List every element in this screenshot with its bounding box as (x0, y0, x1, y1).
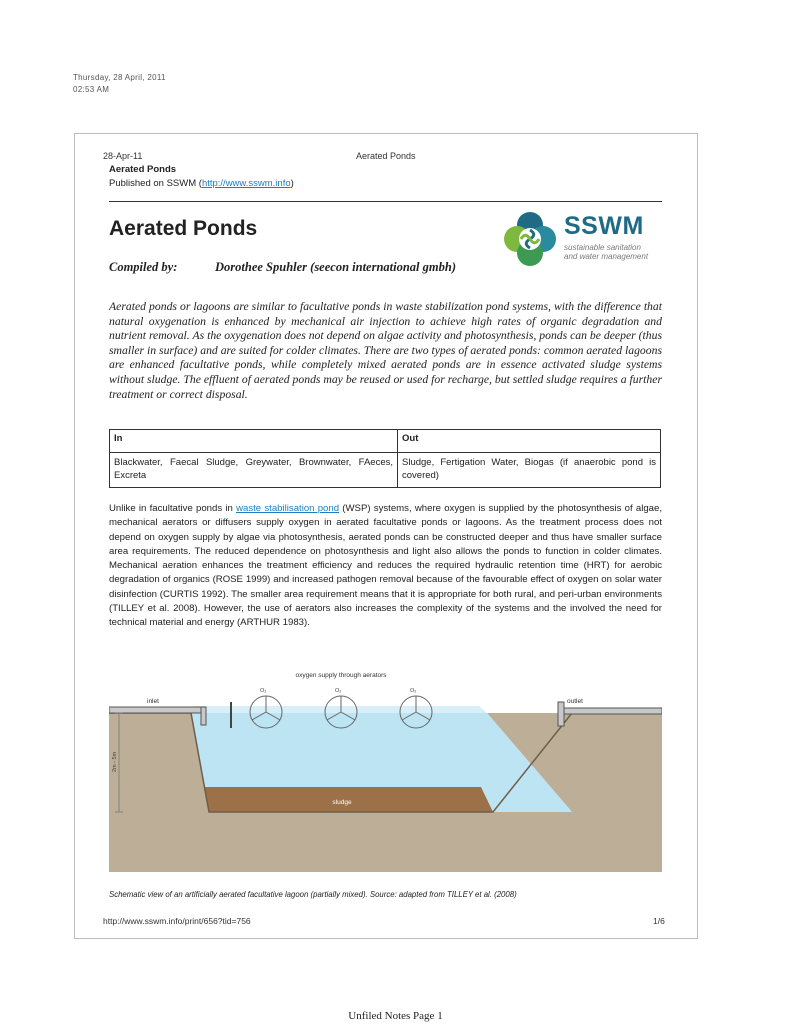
compiled-by-value: Dorothee Spuhler (seecon international gmbh) (215, 260, 456, 274)
print-footer-url: http://www.sswm.info/print/656?tid=756 (103, 916, 251, 926)
header-divider (109, 201, 662, 202)
body-text-start: Unlike in facultative ponds in (109, 503, 237, 514)
logo-tagline-2: and water management (564, 252, 649, 261)
sswm-logo (500, 208, 670, 270)
abstract-paragraph: Aerated ponds or lagoons are similar to facultative ponds in waste stabilization pond systems, with the difference that natural oxygenation is enhanced by mechanical air injection to achieve high rates of organic degradation and nutrient removal. As the oxygenation does not depend on algae activity and photosynthesis, ponds can be deeper (thus smaller in surface) and are suited for colder climates. There are two types of aerated ponds: common aerated lagoons are enhanced facultative ponds, while completely mixed aerated ponds are in essence activated sludge systems without sludge. The effluent of aerated ponds may be reused or used for recharge, but settled sludge requires a further treatment or correct disposal. (109, 300, 662, 401)
note-time: 02:53 AM (73, 85, 110, 94)
out-value: Sludge, Fertigation Water, Biogas (if anaerobic pond is covered) (398, 453, 661, 488)
printed-page (74, 133, 698, 939)
waste-stabilisation-pond-link[interactable]: waste stabilisation pond (236, 503, 340, 514)
in-header: In (110, 430, 398, 453)
inlet-label: inlet (147, 698, 159, 705)
body-paragraph (109, 502, 662, 631)
in-value: Blackwater, Faecal Sludge, Greywater, Brownwater, FAeces, Excreta (110, 453, 398, 488)
logo-name: SSWM (564, 212, 644, 240)
print-footer-page: 1/6 (653, 916, 665, 926)
page-title: Aerated Ponds (109, 217, 258, 240)
outlet-pipe (564, 708, 662, 714)
lagoon-diagram (109, 662, 662, 872)
inlet-elbow (201, 707, 206, 725)
o2-label-3: O₂ (410, 688, 417, 694)
compiled-by-label: Compiled by: (109, 260, 178, 274)
note-date: Thursday, 28 April, 2011 (73, 73, 166, 82)
o2-label-2: O₂ (335, 688, 342, 694)
sswm-link[interactable]: http://www.sswm.info (201, 178, 291, 189)
publication-prefix: Published on SSWM ( (109, 178, 202, 189)
water-surface (191, 706, 487, 713)
io-table (109, 429, 661, 488)
depth-label: 2m - 5m (112, 751, 118, 772)
sswm-logo-mark-icon (500, 208, 560, 270)
out-header: Out (398, 430, 661, 453)
publication-title: Aerated Ponds (109, 164, 177, 175)
print-header-title: Aerated Ponds (356, 151, 416, 161)
publication-line (109, 178, 294, 189)
onenote-footer: Unfiled Notes Page 1 (348, 1010, 443, 1022)
aerators-label: oxygen supply through aerators (295, 672, 387, 679)
outlet-weir (558, 702, 564, 726)
inlet-pipe (109, 707, 205, 713)
figure-caption: Schematic view of an artificially aerated facultative lagoon (partially mixed). Source: adapted from TILLEY et al. (2008) (109, 890, 517, 899)
publication-suffix: ) (290, 178, 294, 189)
outlet-label: outlet (567, 698, 583, 705)
body-text-rest: (WSP) systems, where oxygen is supplied by the photosynthesis of algae, mechanical aerators or diffusers supply oxygen in aerated facultative ponds or lagoons. As the treatment process does not depend on oxygen supply by algae via photosynthesis, aerated ponds can be constructed deeper and thus have smaller surface area requirements. The reduced dependence on photosynthesis and light also allows the ponds to function in colder climates. Mechanical aeration enhances the treatment efficiency and reduces the required hydraulic retention time (HRT) for aerobic degradation of organics (ROSE 1999) and increased pathogen removal because of the favourable effect of oxygen on solar water disinfection (CURTIS 1992). The smaller area requirement means that it is appropriate for both rural, and peri-urban environments (TILLEY et al. 2008). However, the use of aerators also increases the complexity of the systems and the involved the need for technical material and energy (ARTHUR 1983). (109, 503, 663, 629)
print-header-date: 28-Apr-11 (103, 151, 143, 161)
lagoon-schematic (109, 662, 662, 872)
o2-label-1: O₂ (260, 688, 267, 694)
sludge-label: sludge (332, 799, 352, 806)
logo-tagline-1: sustainable sanitation (564, 243, 641, 252)
